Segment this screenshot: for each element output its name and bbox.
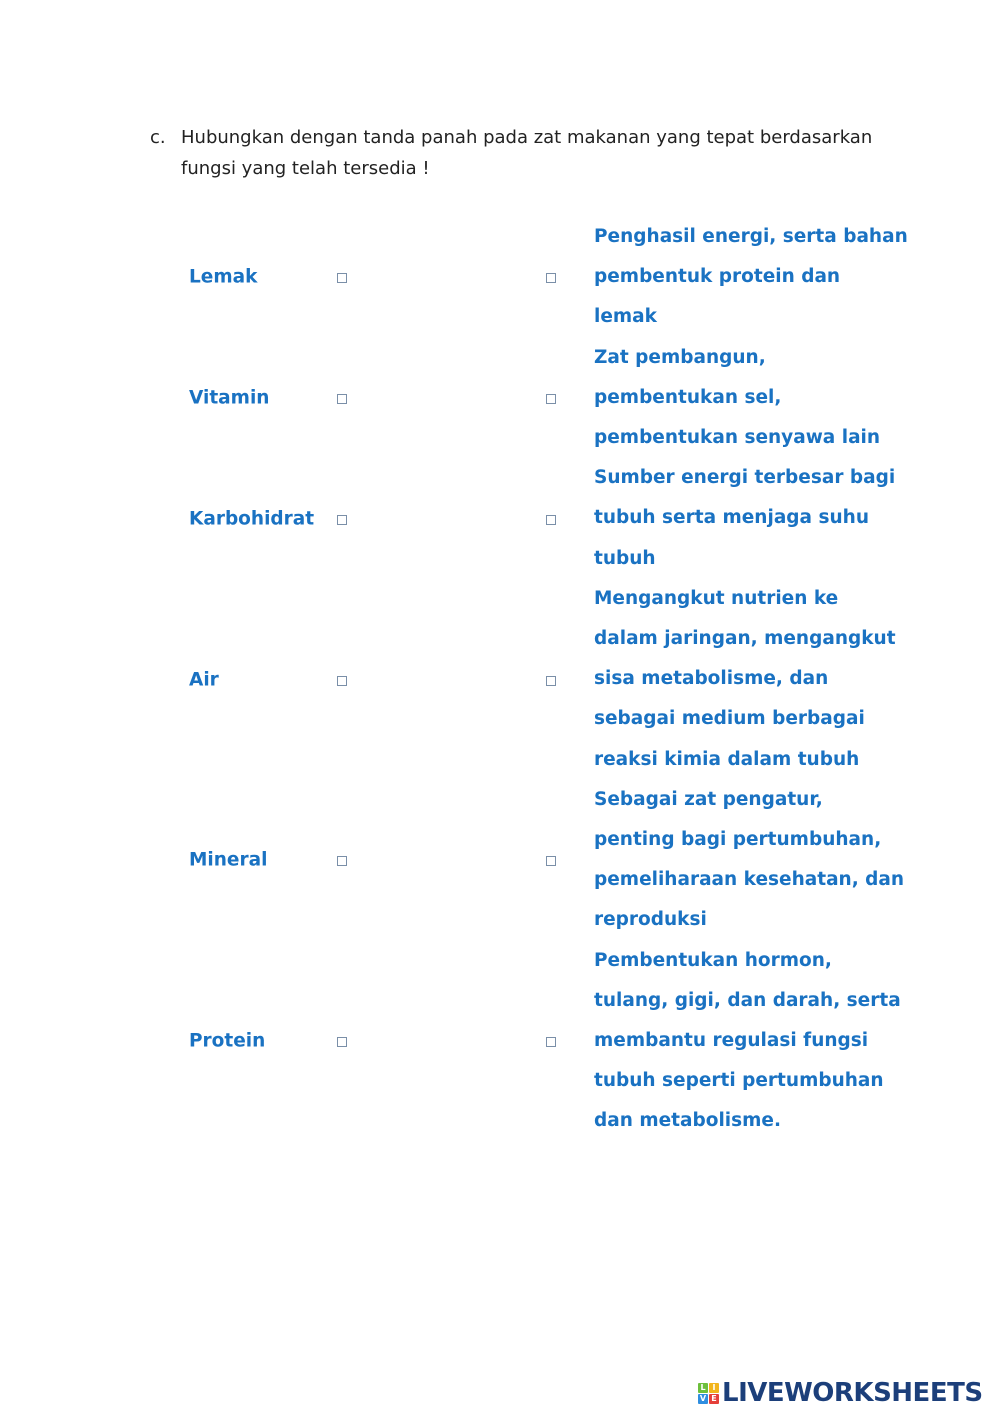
function-text-line: Sumber energi terbesar bagi <box>594 467 896 489</box>
food-substance-label: Vitamin <box>189 387 270 409</box>
function-text-line: Mengangkut nutrien ke <box>594 587 839 609</box>
food-substance-label: Mineral <box>189 849 268 871</box>
function-text-line: lemak <box>594 306 657 328</box>
function-text-line: tulang, gigi, dan darah, serta <box>594 989 901 1011</box>
food-substance-label: Air <box>189 669 219 691</box>
function-text-line: Penghasil energi, serta bahan <box>594 226 908 247</box>
question-text: Hubungkan dengan tanda panah pada zat makanan yang tepat berdasarkan fungsi yang telah tersedia ! <box>181 127 873 179</box>
function-text-line: Sebagai zat pengatur, <box>594 788 823 810</box>
left-connector-box[interactable] <box>337 394 347 404</box>
left-connector-box[interactable] <box>337 676 347 686</box>
right-connector-box[interactable] <box>546 515 556 525</box>
food-substance-label: Karbohidrat <box>189 508 315 530</box>
right-connector-box[interactable] <box>546 676 556 686</box>
question-label: c. <box>150 127 166 148</box>
function-list <box>594 217 908 1142</box>
left-connector-box[interactable] <box>337 856 347 866</box>
question <box>150 122 890 184</box>
right-connector-box[interactable] <box>546 856 556 866</box>
function-text-line: pembentukan sel, <box>594 386 782 408</box>
food-substance-label: Lemak <box>189 266 258 288</box>
function-text-line: tubuh seperti pertumbuhan <box>594 1070 884 1092</box>
function-text-line: pembentukan senyawa lain <box>594 427 881 449</box>
function-text-line: Pembentukan hormon, <box>594 949 832 971</box>
function-text-line: membantu regulasi fungsi <box>594 1030 869 1052</box>
left-connector-box[interactable] <box>337 273 347 283</box>
function-text-line: pemeliharaan kesehatan, dan <box>594 869 905 891</box>
function-text-line: sebagai medium berbagai <box>594 708 865 730</box>
function-text-line: sisa metabolisme, dan <box>594 668 829 690</box>
function-text-line: dan metabolisme. <box>594 1110 781 1132</box>
food-substance-label: Protein <box>189 1030 266 1052</box>
function-text-line: reproduksi <box>594 909 707 931</box>
function-text-line: tubuh <box>594 547 656 569</box>
right-connector-box[interactable] <box>546 394 556 404</box>
function-text-line: penting bagi pertumbuhan, <box>594 829 882 851</box>
function-text-line: dalam jaringan, mengangkut <box>594 628 896 650</box>
logo-text: LIVEWORKSHEETS <box>722 1378 983 1408</box>
function-text-line: tubuh serta menjaga suhu <box>594 507 869 529</box>
function-text-line: Zat pembangun, <box>594 346 766 368</box>
right-connector-box[interactable] <box>546 273 556 283</box>
right-connector-box[interactable] <box>546 1037 556 1047</box>
left-connector-box[interactable] <box>337 515 347 525</box>
liveworksheets-logo <box>698 1378 983 1408</box>
logo-cube-icon: L I V E <box>698 1383 719 1404</box>
function-text-line: reaksi kimia dalam tubuh <box>594 748 860 770</box>
left-connector-box[interactable] <box>337 1037 347 1047</box>
function-text-line: pembentuk protein dan <box>594 266 841 288</box>
